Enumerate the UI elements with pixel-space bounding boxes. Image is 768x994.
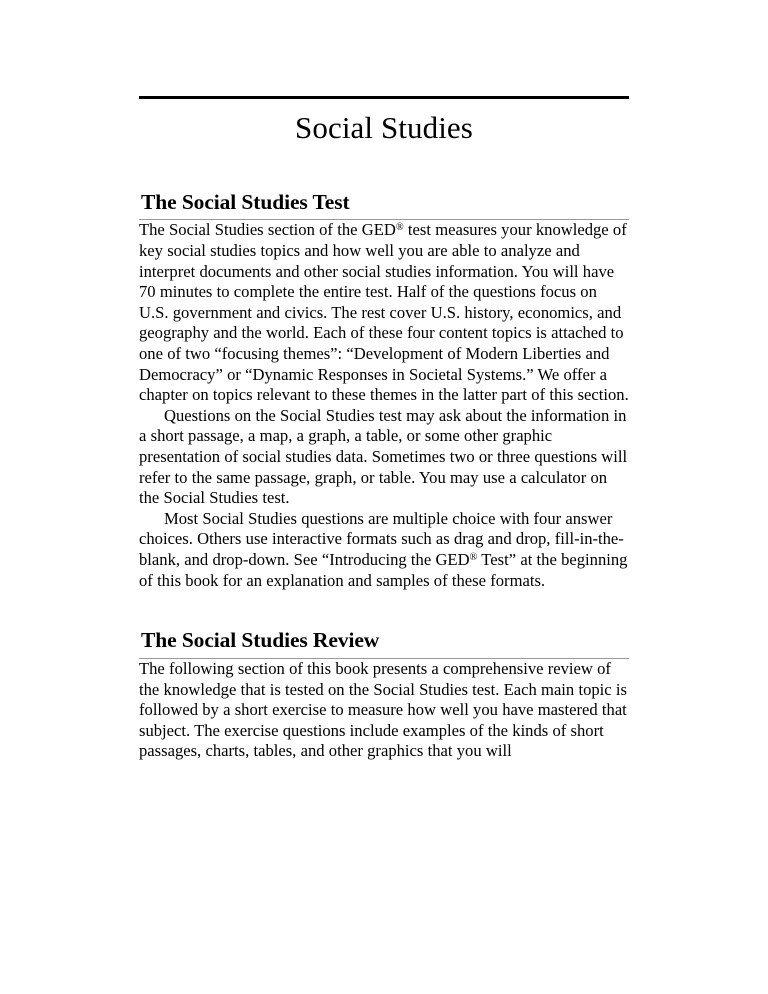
- text-run: The Social Studies section of the GED: [139, 220, 396, 240]
- section-heading-test: The Social Studies Test: [141, 189, 350, 214]
- paragraph-test-question-formats: [139, 406, 629, 509]
- page-content-column: [139, 0, 629, 762]
- text-run: test measures your knowledge of key social studies topics and how well you are able to analyze and interpret documents and other social studies information. You will have 70 minutes to complete the entire test. Half of the questions focus on U.S. government and civics. The rest cover U.S. history, economics, and geography and the world. Each of these four content topics is attached to one of two “focusing themes”: “Development of Modern Liberties and Democracy” or “Dynamic Responses in Societal Systems.” We offer a chapter on topics relevant to these themes in the latter part of this section.: [139, 220, 629, 405]
- text-run: Questions on the Social Studies test may ask about the information in a short passage, a map, a graph, a table, or some other graphic presentation of social studies data. Sometimes two or three questions will refer to the same passage, graph, or table. You may use a calculator on the Social Studies test.: [139, 405, 628, 508]
- text-run: The following section of this book presents a comprehensive review of the knowledge that is tested on the Social Studies test. Each main topic is followed by a short exercise to measure how well you have mastered that subject. The exercise questions include examples of the kinds of short passages, charts, tables, and other graphics that you will: [139, 659, 627, 761]
- registered-trademark-icon: ®: [469, 552, 478, 564]
- section-the-social-studies-test: [139, 189, 629, 592]
- paragraph-test-answer-types: [139, 509, 629, 591]
- registered-trademark-icon: ®: [395, 222, 404, 234]
- text-run: Test” at the beginning of this book for an explanation and samples of these formats.: [139, 549, 628, 590]
- section-heading-review: The Social Studies Review: [141, 628, 380, 653]
- title-top-rule: [139, 96, 629, 99]
- paragraph-review-overview: [139, 659, 629, 762]
- paragraph-test-overview: [139, 220, 629, 405]
- page-title: Social Studies: [295, 110, 473, 145]
- section-the-social-studies-review: [139, 627, 629, 762]
- text-run: Most Social Studies questions are multiple choice with four answer choices. Others use interactive formats such as drag and drop, fill-in-the-blank, and drop-down. See “Introducing the GED: [139, 508, 624, 569]
